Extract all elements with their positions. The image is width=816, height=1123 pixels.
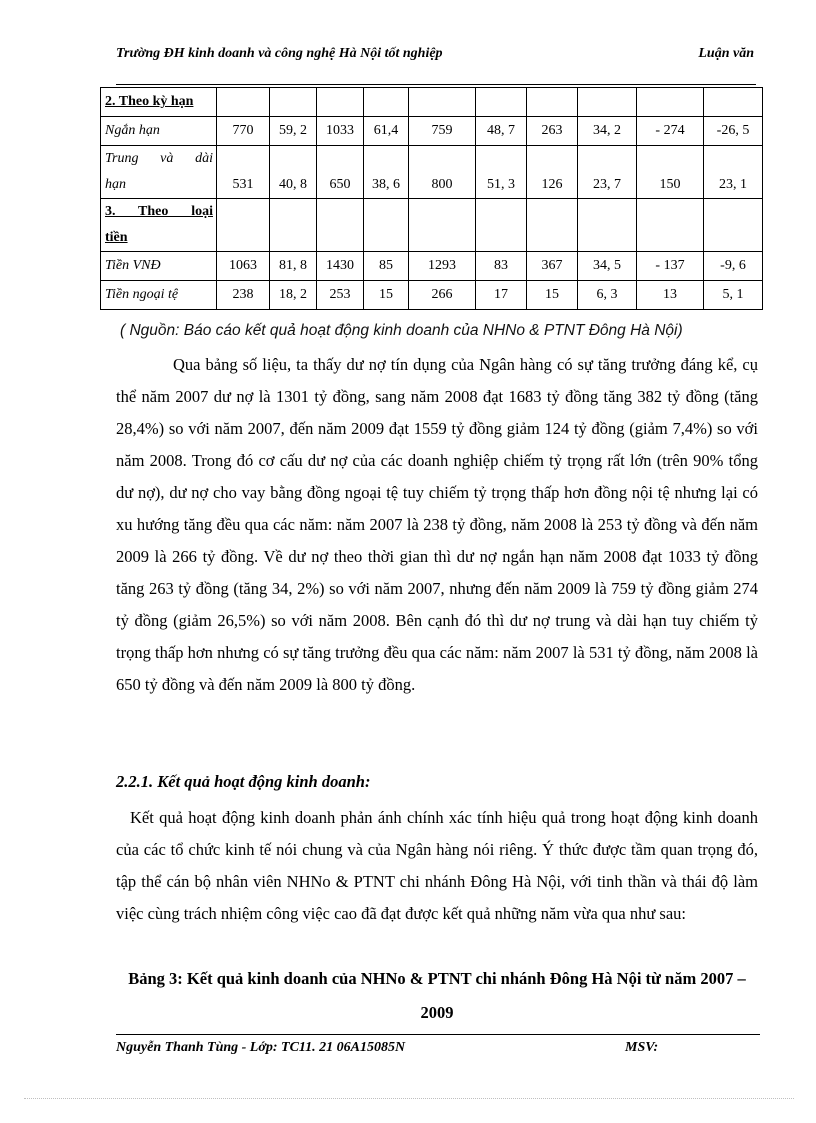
table-cell: 51, 3 (476, 146, 527, 199)
header-doc-type: Luận văn (698, 46, 754, 61)
row-label: Tiền ngoại tệ (101, 281, 217, 310)
table-cell: 770 (217, 117, 270, 146)
table-row (101, 281, 763, 310)
table-cell: -26, 5 (704, 117, 763, 146)
table-cell: 6, 3 (578, 281, 637, 310)
body-paragraph-2: Kết quả hoạt động kinh doanh phản ánh chính xác tính hiệu quả trong hoạt động kinh doanh của các tổ chức kinh tế nói chung và của Ngân hàng nói riêng. Ý thức được tầm quan trọng đó, tập thể cán bộ nhân viên NHNo & PTNT chi nhánh Đông Hà Nội, với tinh thần và thái độ làm việc cùng trách nhiệm công việc cao đã đạt được kết quả những năm vừa qua như sau: (116, 808, 758, 923)
page-boundary (24, 1098, 794, 1099)
table-cell: 85 (364, 252, 409, 281)
page-header (116, 46, 756, 62)
table-cell: 34, 2 (578, 117, 637, 146)
table-cell: 1430 (317, 252, 364, 281)
footer-student-id: MSV: (625, 1040, 659, 1055)
table-cell: 83 (476, 252, 527, 281)
table-cell: 800 (409, 146, 476, 199)
table-cell: 81, 8 (270, 252, 317, 281)
row-label (101, 146, 217, 199)
section-title: 2. Theo kỳ hạn (101, 88, 217, 117)
page-footer (116, 1039, 756, 1056)
table-row (101, 117, 763, 146)
table-cell: 23, 7 (578, 146, 637, 199)
table-cell: - 137 (637, 252, 704, 281)
table-cell: 266 (409, 281, 476, 310)
table-cell: 48, 7 (476, 117, 527, 146)
table-cell: 1063 (217, 252, 270, 281)
table-source: ( Nguồn: Báo cáo kết quả hoạt động kinh doanh của NHNo & PTNT Đông Hà Nội) (120, 322, 683, 339)
section-row (101, 199, 763, 252)
header-divider (116, 84, 756, 85)
section-row (101, 88, 763, 117)
section-title (101, 199, 217, 252)
table-cell: 759 (409, 117, 476, 146)
table-cell: 253 (317, 281, 364, 310)
footer-divider (116, 1034, 760, 1035)
footer-author: Nguyễn Thanh Tùng - Lớp: TC11. 21 06A15085N (116, 1040, 406, 1055)
row-label: Ngắn hạn (101, 117, 217, 146)
table-cell: 61,4 (364, 117, 409, 146)
body-paragraph-1: Qua bảng số liệu, ta thấy dư nợ tín dụng của Ngân hàng có sự tăng trưởng đáng kể, cụ thể năm 2007 dư nợ là 1301 tỷ đồng, sang năm 2008 đạt 1683 tỷ đồng tăng 382 tỷ đồng (tăng 28,4%) so với năm 2007, đến năm 2009 đạt 1559 tỷ đồng giảm 124 tỷ đồng (giảm 7,4%) so với năm 2008. Trong đó cơ cấu dư nợ của các doanh nghiệp chiếm tỷ trọng rất lớn (trên 90% tổng dư nợ), dư nợ cho vay bằng đồng ngoại tệ tuy chiếm tỷ trọng thấp hơn đồng nội tệ nhưng lại có xu hướng tăng đều qua các năm: năm 2007 là 238 tỷ đồng, năm 2008 là 253 tỷ đồng và đến năm 2009 là 266 tỷ đồng. Về dư nợ theo thời gian thì dư nợ ngắn hạn năm 2008 đạt 1033 tỷ đồng tăng 263 tỷ đồng (tăng 34, 2%) so với năm 2007, nhưng đến năm 2009 là 759 tỷ đồng giảm 274 tỷ đồng (giảm 26,5%) so với năm 2008. Bên cạnh đó thì dư nợ trung và dài hạn tuy chiếm tỷ trọng thấp hơn nhưng có sự tăng trưởng đều qua các năm: năm 2007 là 531 tỷ đồng, năm 2008 là 650 tỷ đồng và đến năm 2009 là 800 tỷ đồng. (116, 355, 758, 694)
table-cell: 238 (217, 281, 270, 310)
section-title-line: 3. Theo loại (105, 204, 213, 219)
table-cell: 13 (637, 281, 704, 310)
table-cell: 15 (527, 281, 578, 310)
header-school: Trường ĐH kinh doanh và công nghệ Hà Nội tốt nghiệp (116, 46, 443, 61)
table-cell: 34, 5 (578, 252, 637, 281)
table-cell: 150 (637, 146, 704, 199)
table-cell: 650 (317, 146, 364, 199)
table-cell: 367 (527, 252, 578, 281)
table-cell: - 274 (637, 117, 704, 146)
table-cell: 263 (527, 117, 578, 146)
table-cell: 38, 6 (364, 146, 409, 199)
section-title-line: tiền (105, 230, 128, 245)
section-heading: 2.2.1. Kết quả hoạt động kinh doanh: (116, 772, 371, 791)
table-cell: 1033 (317, 117, 364, 146)
table-cell: 23, 1 (704, 146, 763, 199)
table-caption: Bảng 3: Kết quả kinh doanh của NHNo & PTNT chi nhánh Đông Hà Nội từ năm 2007 – 2009 (128, 969, 746, 1022)
table-cell: 59, 2 (270, 117, 317, 146)
table-cell: 531 (217, 146, 270, 199)
credit-table (100, 87, 763, 310)
table-row (101, 146, 763, 199)
row-label-line: Trung và dài (105, 151, 213, 166)
table-cell: -9, 6 (704, 252, 763, 281)
table-cell: 17 (476, 281, 527, 310)
table-cell: 1293 (409, 252, 476, 281)
table-cell: 15 (364, 281, 409, 310)
table-cell: 18, 2 (270, 281, 317, 310)
table-cell: 5, 1 (704, 281, 763, 310)
table-row (101, 252, 763, 281)
table-cell: 40, 8 (270, 146, 317, 199)
row-label: Tiền VNĐ (101, 252, 217, 281)
row-label-line: hạn (105, 177, 126, 192)
table-cell: 126 (527, 146, 578, 199)
